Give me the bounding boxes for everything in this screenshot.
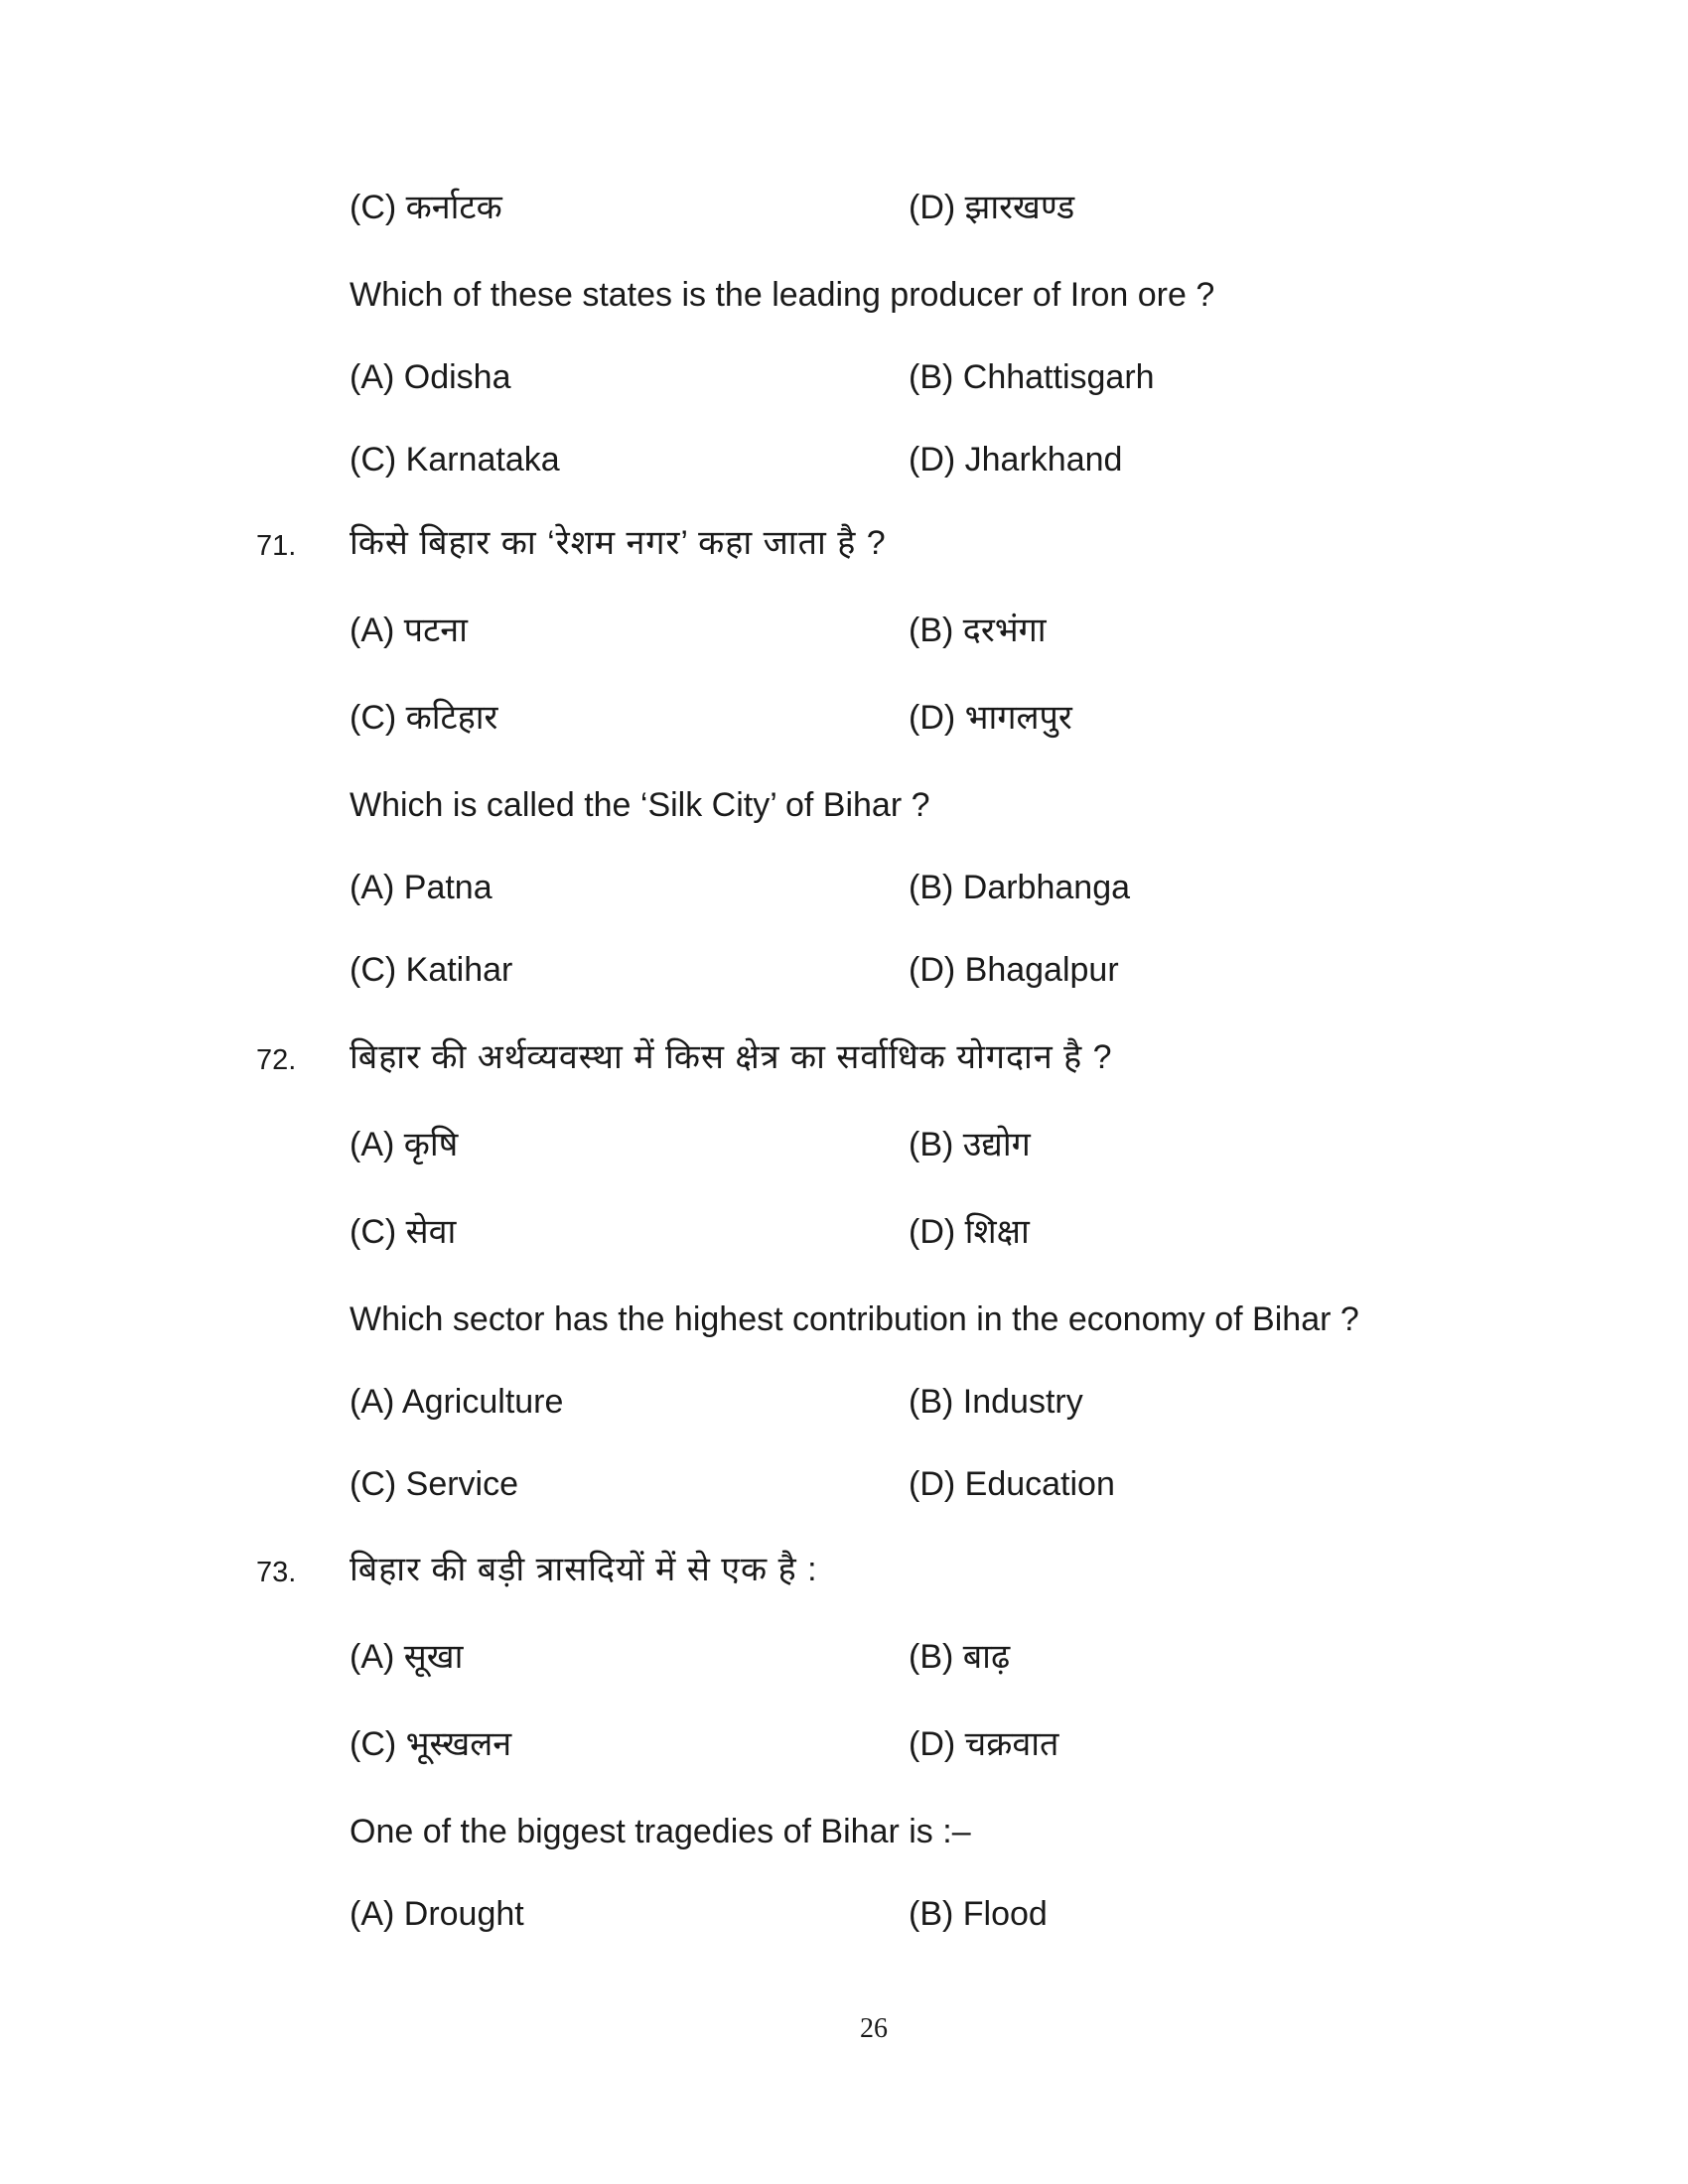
- option-d: (D) Education: [909, 1465, 1115, 1503]
- question-text: Which sector has the highest contribution in the economy of Bihar ?: [350, 1300, 1359, 1338]
- option-c: (C) भूस्खलन: [350, 1725, 512, 1763]
- question-text: बिहार की बड़ी त्रासदियों में से एक है :: [350, 1551, 818, 1588]
- option-b: (B) Flood: [909, 1895, 1048, 1933]
- option-a: (A) पटना: [350, 612, 468, 649]
- question-number: 72.: [256, 1044, 297, 1076]
- question-text: Which is called the ‘Silk City’ of Bihar ?: [350, 786, 930, 824]
- option-c: (C) Service: [350, 1465, 519, 1503]
- question-text: बिहार की अर्थव्यवस्था में किस क्षेत्र का सर्वाधिक योगदान है ?: [350, 1038, 1113, 1076]
- question-number: 73.: [256, 1557, 297, 1588]
- option-b: (B) उद्योग: [909, 1126, 1031, 1163]
- option-a: (A) Agriculture: [350, 1383, 564, 1421]
- page-number: 26: [860, 2013, 888, 2044]
- option-b: (B) Darbhanga: [909, 869, 1131, 906]
- option-a: (A) Drought: [350, 1895, 524, 1933]
- option-c: (C) कटिहार: [350, 699, 498, 737]
- option-a: (A) सूखा: [350, 1638, 464, 1676]
- option-d: (D) Bhagalpur: [909, 951, 1119, 989]
- option-d: (D) भागलपुर: [909, 699, 1072, 737]
- option-a: (A) Patna: [350, 869, 492, 906]
- option-c: (C) Katihar: [350, 951, 513, 989]
- question-text: किसे बिहार का ‘रेशम नगर’ कहा जाता है ?: [350, 524, 887, 562]
- option-b: (B) Industry: [909, 1383, 1083, 1421]
- option-d: (D) Jharkhand: [909, 441, 1123, 478]
- option-d: (D) झारखण्ड: [909, 189, 1075, 226]
- option-b: (B) बाढ़: [909, 1638, 1011, 1676]
- option-d: (D) चक्रवात: [909, 1725, 1059, 1763]
- option-c: (C) सेवा: [350, 1213, 457, 1251]
- question-text: One of the biggest tragedies of Bihar is :–: [350, 1813, 971, 1850]
- option-b: (B) Chhattisgarh: [909, 358, 1155, 396]
- option-a: (A) कृषि: [350, 1126, 459, 1163]
- option-a: (A) Odisha: [350, 358, 511, 396]
- question-number: 71.: [256, 530, 297, 562]
- option-c: (C) Karnataka: [350, 441, 560, 478]
- option-b: (B) दरभंगा: [909, 612, 1047, 649]
- option-c: (C) कर्नाटक: [350, 189, 502, 226]
- question-text: Which of these states is the leading producer of Iron ore ?: [350, 276, 1215, 314]
- option-d: (D) शिक्षा: [909, 1213, 1030, 1251]
